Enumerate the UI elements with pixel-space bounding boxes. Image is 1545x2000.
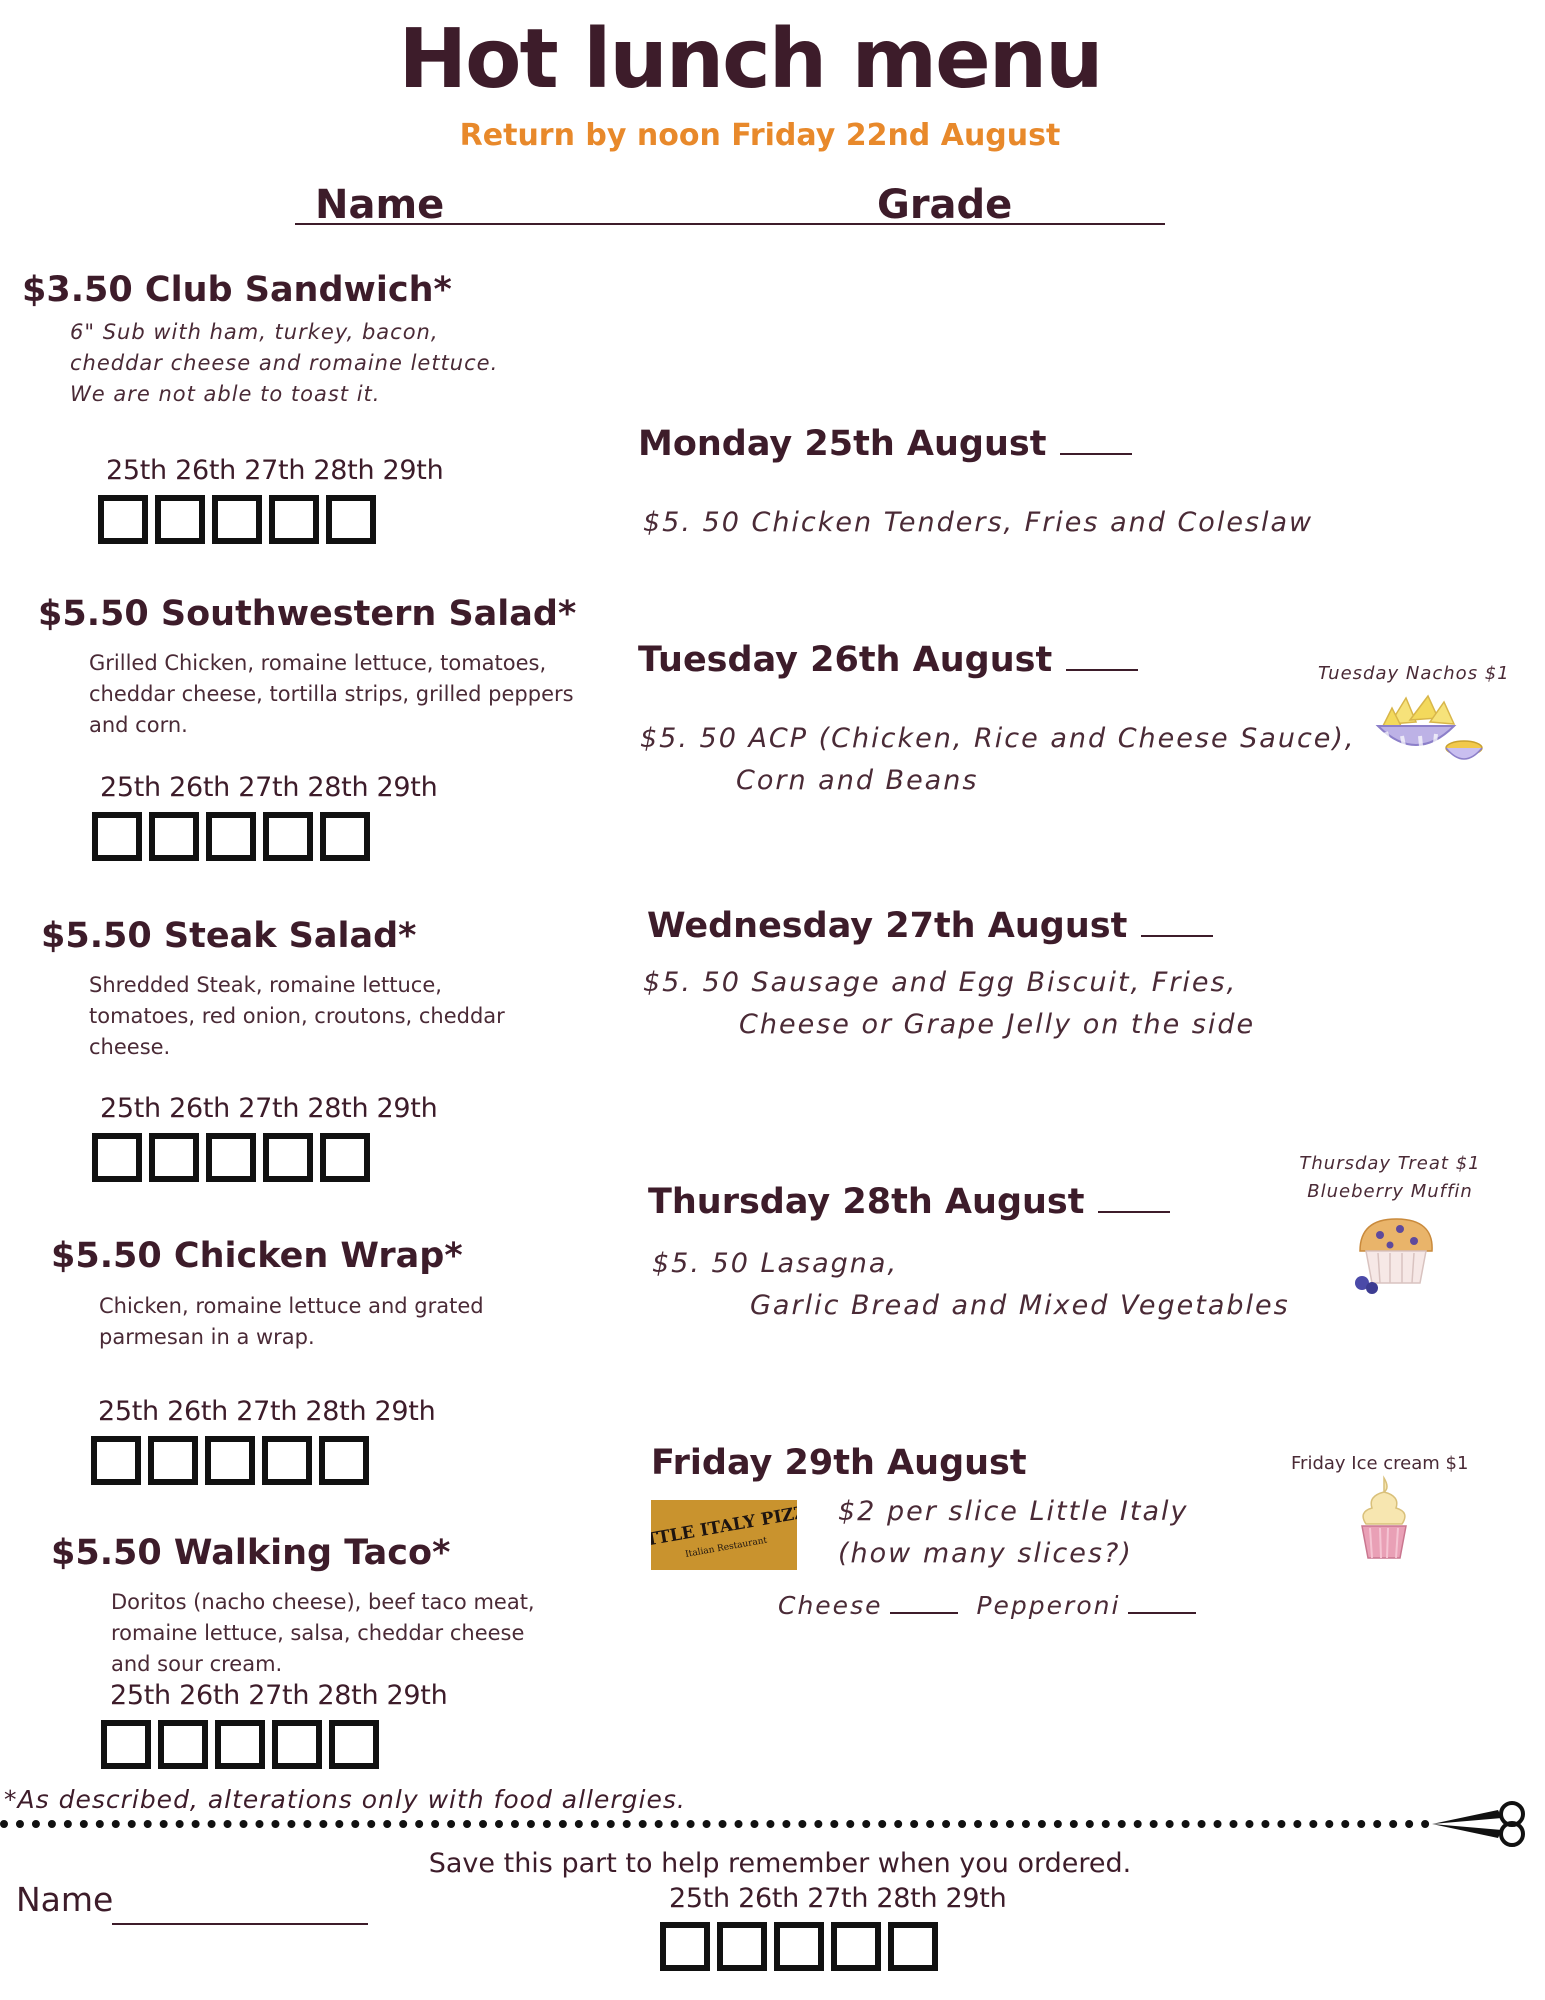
tuesday-meal: $5. 50 ACP (Chicken, Rice and Cheese Sauce), Corn and Beans [640, 723, 1356, 796]
checkbox-28th[interactable] [269, 495, 319, 544]
monday-quantity-blank[interactable] [1060, 453, 1132, 455]
logo-subtitle: Italian Restaurant [684, 1535, 768, 1560]
little-italy-logo [651, 1500, 797, 1570]
checkbox-28th[interactable] [263, 812, 313, 861]
ice-cream-icon [1354, 1474, 1414, 1566]
club-sandwich-desc: 6" Sub with ham, turkey, bacon, cheddar cheese and romaine lettuce. We are not able to toast it. [70, 320, 499, 406]
pepperoni-label: Pepperoni [976, 1591, 1121, 1620]
checkbox-26th[interactable] [149, 1133, 199, 1182]
checkbox-29th[interactable] [320, 1133, 370, 1182]
scissors-icon [1428, 1798, 1534, 1848]
wednesday-label: Wednesday 27th August [647, 906, 1128, 946]
checkbox-25th[interactable] [92, 812, 142, 861]
logo-name: LITTLE ITALY PIZZA [651, 1500, 797, 1554]
chicken-wrap-checkboxes [91, 1436, 369, 1485]
nachos-icon [1372, 694, 1484, 774]
checkbox-28th[interactable] [262, 1436, 312, 1485]
friday-meal: $2 per slice Little Italy (how many slices?) [838, 1496, 1189, 1569]
chicken-wrap-days: 25th 26th 27th 28th 29th [98, 1396, 436, 1427]
checkbox-28th[interactable] [263, 1133, 313, 1182]
walking-taco-checkboxes [101, 1720, 379, 1769]
cut-line [0, 1820, 1430, 1828]
thursday-meal: $5. 50 Lasagna, Garlic Bread and Mixed Vegetables [652, 1248, 1290, 1321]
checkbox-26th[interactable] [155, 495, 205, 544]
checkbox-27th[interactable] [774, 1922, 824, 1971]
checkbox-26th[interactable] [158, 1720, 208, 1769]
thursday-quantity-blank[interactable] [1098, 1211, 1170, 1213]
page-title: Hot lunch menu [398, 12, 1102, 107]
chicken-wrap-desc: Chicken, romaine lettuce and grated parmesan in a wrap. [99, 1294, 484, 1349]
monday-label: Monday 25th August [638, 424, 1047, 464]
thursday-treat-label: Thursday Treat $1 Blueberry Muffin [1299, 1153, 1481, 1202]
thursday-heading [648, 1182, 1170, 1222]
southwestern-salad-title: $5.50 Southwestern Salad* [38, 594, 577, 634]
checkbox-27th[interactable] [215, 1720, 265, 1769]
thursday-label: Thursday 28th August [648, 1182, 1085, 1222]
walking-taco-desc: Doritos (nacho cheese), beef taco meat, romaine lettuce, salsa, cheddar cheese and sour cream. [111, 1590, 535, 1676]
club-sandwich-checkboxes [98, 495, 376, 544]
chicken-wrap-title: $5.50 Chicken Wrap* [51, 1236, 463, 1276]
monday-meal: $5. 50 Chicken Tenders, Fries and Coleslaw [643, 507, 1314, 538]
return-deadline: Return by noon Friday 22nd August [459, 118, 1061, 153]
tuesday-treat-label: Tuesday Nachos $1 [1318, 663, 1510, 684]
checkbox-25th[interactable] [91, 1436, 141, 1485]
checkbox-28th[interactable] [272, 1720, 322, 1769]
walking-taco-days: 25th 26th 27th 28th 29th [110, 1680, 448, 1711]
tuesday-heading [638, 640, 1138, 680]
checkbox-29th[interactable] [320, 812, 370, 861]
friday-heading [651, 1443, 1027, 1483]
checkbox-27th[interactable] [205, 1436, 255, 1485]
checkbox-25th[interactable] [98, 495, 148, 544]
checkbox-29th[interactable] [329, 1720, 379, 1769]
pepperoni-quantity-blank[interactable] [1128, 1612, 1196, 1614]
muffin-icon [1350, 1213, 1440, 1295]
checkbox-27th[interactable] [206, 1133, 256, 1182]
southwestern-salad-checkboxes [92, 812, 370, 861]
monday-heading [638, 424, 1132, 464]
checkbox-27th[interactable] [212, 495, 262, 544]
tuesday-label: Tuesday 26th August [638, 640, 1053, 680]
checkbox-25th[interactable] [660, 1922, 710, 1971]
tuesday-quantity-blank[interactable] [1066, 669, 1138, 671]
checkbox-29th[interactable] [888, 1922, 938, 1971]
friday-label: Friday 29th August [651, 1443, 1027, 1483]
footer-name-label: Name [16, 1880, 114, 1919]
checkbox-29th[interactable] [319, 1436, 369, 1485]
steak-salad-days: 25th 26th 27th 28th 29th [100, 1093, 438, 1124]
southwestern-salad-desc: Grilled Chicken, romaine lettuce, tomatoes, cheddar cheese, tortilla strips, grilled peppers and corn. [89, 651, 574, 737]
wednesday-heading [647, 906, 1213, 946]
wednesday-meal: $5. 50 Sausage and Egg Biscuit, Fries, Cheese or Grape Jelly on the side [643, 967, 1256, 1040]
pizza-options [778, 1585, 1196, 1627]
steak-salad-title: $5.50 Steak Salad* [41, 916, 417, 956]
checkbox-29th[interactable] [326, 495, 376, 544]
cheese-quantity-blank[interactable] [890, 1612, 958, 1614]
name-label: Name [315, 182, 445, 228]
steak-salad-checkboxes [92, 1133, 370, 1182]
southwestern-salad-days: 25th 26th 27th 28th 29th [100, 772, 438, 803]
cheese-label: Cheese [778, 1591, 883, 1620]
club-sandwich-days: 25th 26th 27th 28th 29th [106, 455, 444, 486]
wednesday-quantity-blank[interactable] [1141, 935, 1213, 937]
walking-taco-title: $5.50 Walking Taco* [51, 1533, 451, 1573]
footnote: *As described, alterations only with food allergies. [4, 1785, 686, 1814]
grade-label: Grade [877, 182, 1013, 228]
footer-checkboxes [660, 1922, 938, 1971]
club-sandwich-title: $3.50 Club Sandwich* [22, 270, 452, 310]
checkbox-26th[interactable] [717, 1922, 767, 1971]
friday-treat-label: Friday Ice cream $1 [1291, 1453, 1469, 1474]
footer-days: 25th 26th 27th 28th 29th [669, 1883, 1007, 1914]
checkbox-25th[interactable] [92, 1133, 142, 1182]
checkbox-26th[interactable] [149, 812, 199, 861]
checkbox-25th[interactable] [101, 1720, 151, 1769]
checkbox-26th[interactable] [148, 1436, 198, 1485]
steak-salad-desc: Shredded Steak, romaine lettuce, tomatoes, red onion, croutons, cheddar cheese. [89, 973, 505, 1059]
footer-name-line[interactable] [112, 1923, 368, 1925]
footer-save-text: Save this part to help remember when you ordered. [428, 1848, 1132, 1879]
checkbox-28th[interactable] [831, 1922, 881, 1971]
checkbox-27th[interactable] [206, 812, 256, 861]
